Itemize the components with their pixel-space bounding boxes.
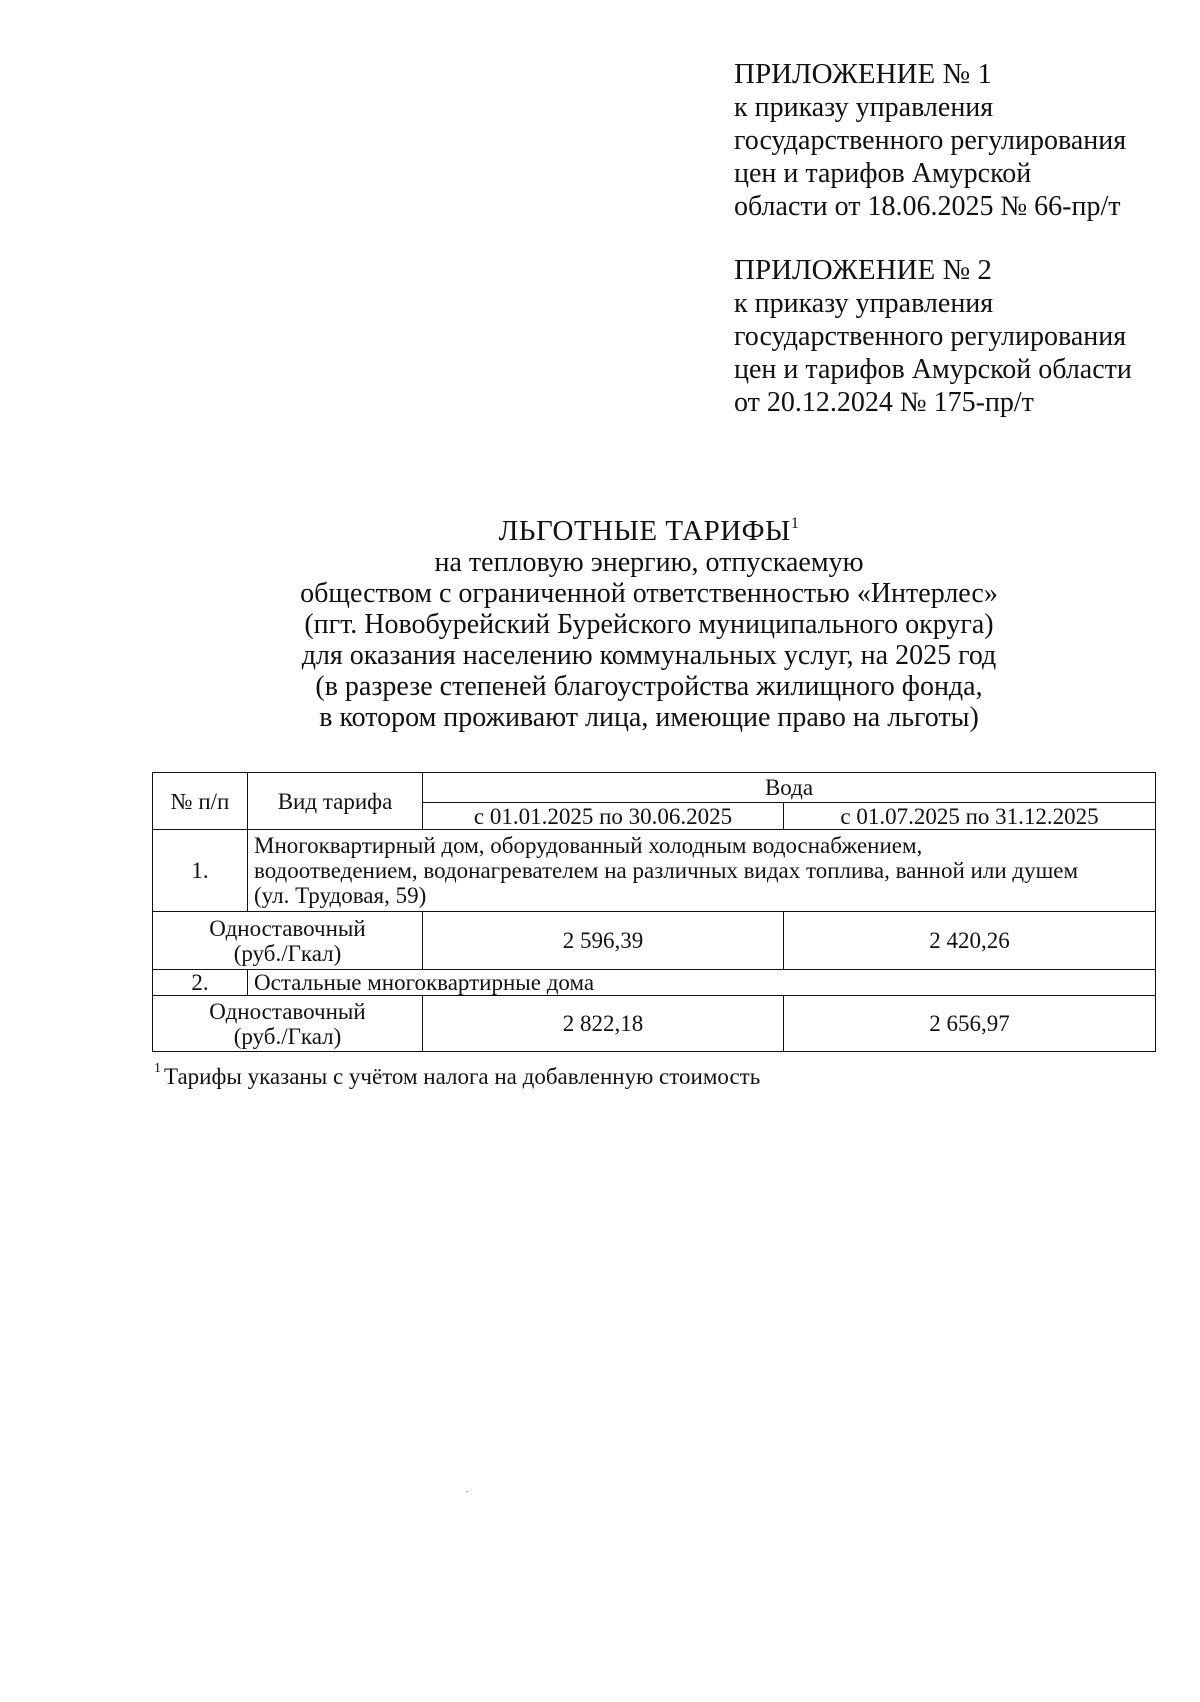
section-2-description xyxy=(248,970,1156,996)
table-row xyxy=(153,996,1156,1052)
appendix-1-line: государственного регулирования xyxy=(734,125,1127,156)
table-row xyxy=(153,830,1156,912)
table-row xyxy=(153,912,1156,970)
section-1-description-line: Многоквартирный дом, оборудованный холодным водоснабжением, xyxy=(254,833,923,858)
subtitle-line: для оказания населению коммунальных услуг, на 2025 год xyxy=(301,640,997,671)
subtitle-line: обществом с ограниченной ответственностью «Интерлес» xyxy=(300,578,998,609)
appendix-2-block xyxy=(734,254,1132,419)
section-2-value-1: 2 822,18 xyxy=(423,996,784,1052)
header-period-2: с 01.07.2025 по 31.12.2025 xyxy=(784,803,1156,830)
appendix-2-line: от 20.12.2024 № 175-пр/т xyxy=(734,387,1034,418)
tariff-unit-label: (руб./Гкал) xyxy=(233,940,342,966)
tariff-type-label: Одноставочный xyxy=(209,915,366,941)
title-footnote-mark: 1 xyxy=(790,515,800,532)
subtitle-line: (в разрезе степеней благоустройства жилищного фонда, xyxy=(315,671,983,702)
footnote xyxy=(154,1061,761,1090)
footnote-mark: 1 xyxy=(154,1061,161,1076)
tariff-table xyxy=(152,772,1156,1052)
section-2-value-2: 2 656,97 xyxy=(784,996,1156,1052)
section-1-tariff-label xyxy=(153,912,423,970)
appendix-2-title: ПРИЛОЖЕНИЕ № 2 xyxy=(734,254,992,286)
subtitle-line: в котором проживают лица, имеющие право на льготы) xyxy=(319,702,979,733)
document-header xyxy=(0,516,1200,733)
footnote-text: Тарифы указаны с учётом налога на добавленную стоимость xyxy=(164,1064,761,1089)
section-2-description-line: Остальные многоквартирные дома xyxy=(254,970,595,995)
scan-speck xyxy=(466,1491,468,1492)
appendix-1-line: цен и тарифов Амурской xyxy=(734,158,1032,189)
appendix-2-line: цен и тарифов Амурской области xyxy=(734,354,1132,385)
table-header-row xyxy=(153,773,1156,803)
appendix-2-line: к приказу управления xyxy=(734,288,994,319)
document-title-text: ЛЬГОТНЫЕ ТАРИФЫ xyxy=(498,515,791,547)
table-row xyxy=(153,970,1156,996)
subtitle-line: (пгт. Новобурейский Бурейского муниципального округа) xyxy=(304,609,994,640)
tariff-type-label: Одноставочный xyxy=(209,998,366,1024)
section-1-value-2: 2 420,26 xyxy=(784,912,1156,970)
section-1-description-line: водоотведением, водонагревателем на различных видах топлива, ванной или душем xyxy=(254,858,1079,883)
appendix-1-block xyxy=(734,58,1126,223)
section-1-value-1: 2 596,39 xyxy=(423,912,784,970)
subtitle-line: на тепловую энергию, отпускаемую xyxy=(434,547,864,578)
section-2-number: 2. xyxy=(153,970,248,996)
appendix-1-line: области от 18.06.2025 № 66-пр/т xyxy=(734,191,1121,222)
tariff-unit-label: (руб./Гкал) xyxy=(233,1023,342,1049)
section-1-number: 1. xyxy=(153,830,248,912)
section-1-description-line: (ул. Трудовая, 59) xyxy=(254,883,427,908)
section-1-description xyxy=(248,830,1156,912)
document-title xyxy=(0,516,1200,547)
appendix-1-title: ПРИЛОЖЕНИЕ № 1 xyxy=(734,58,992,90)
header-tariff-type: Вид тарифа xyxy=(248,773,423,830)
appendix-1-line: к приказу управления xyxy=(734,92,994,123)
section-2-tariff-label xyxy=(153,996,423,1052)
header-water: Вода xyxy=(423,773,1156,803)
header-number: № п/п xyxy=(153,773,248,830)
appendix-2-line: государственного регулирования xyxy=(734,321,1127,352)
header-period-1: с 01.01.2025 по 30.06.2025 xyxy=(423,803,784,830)
